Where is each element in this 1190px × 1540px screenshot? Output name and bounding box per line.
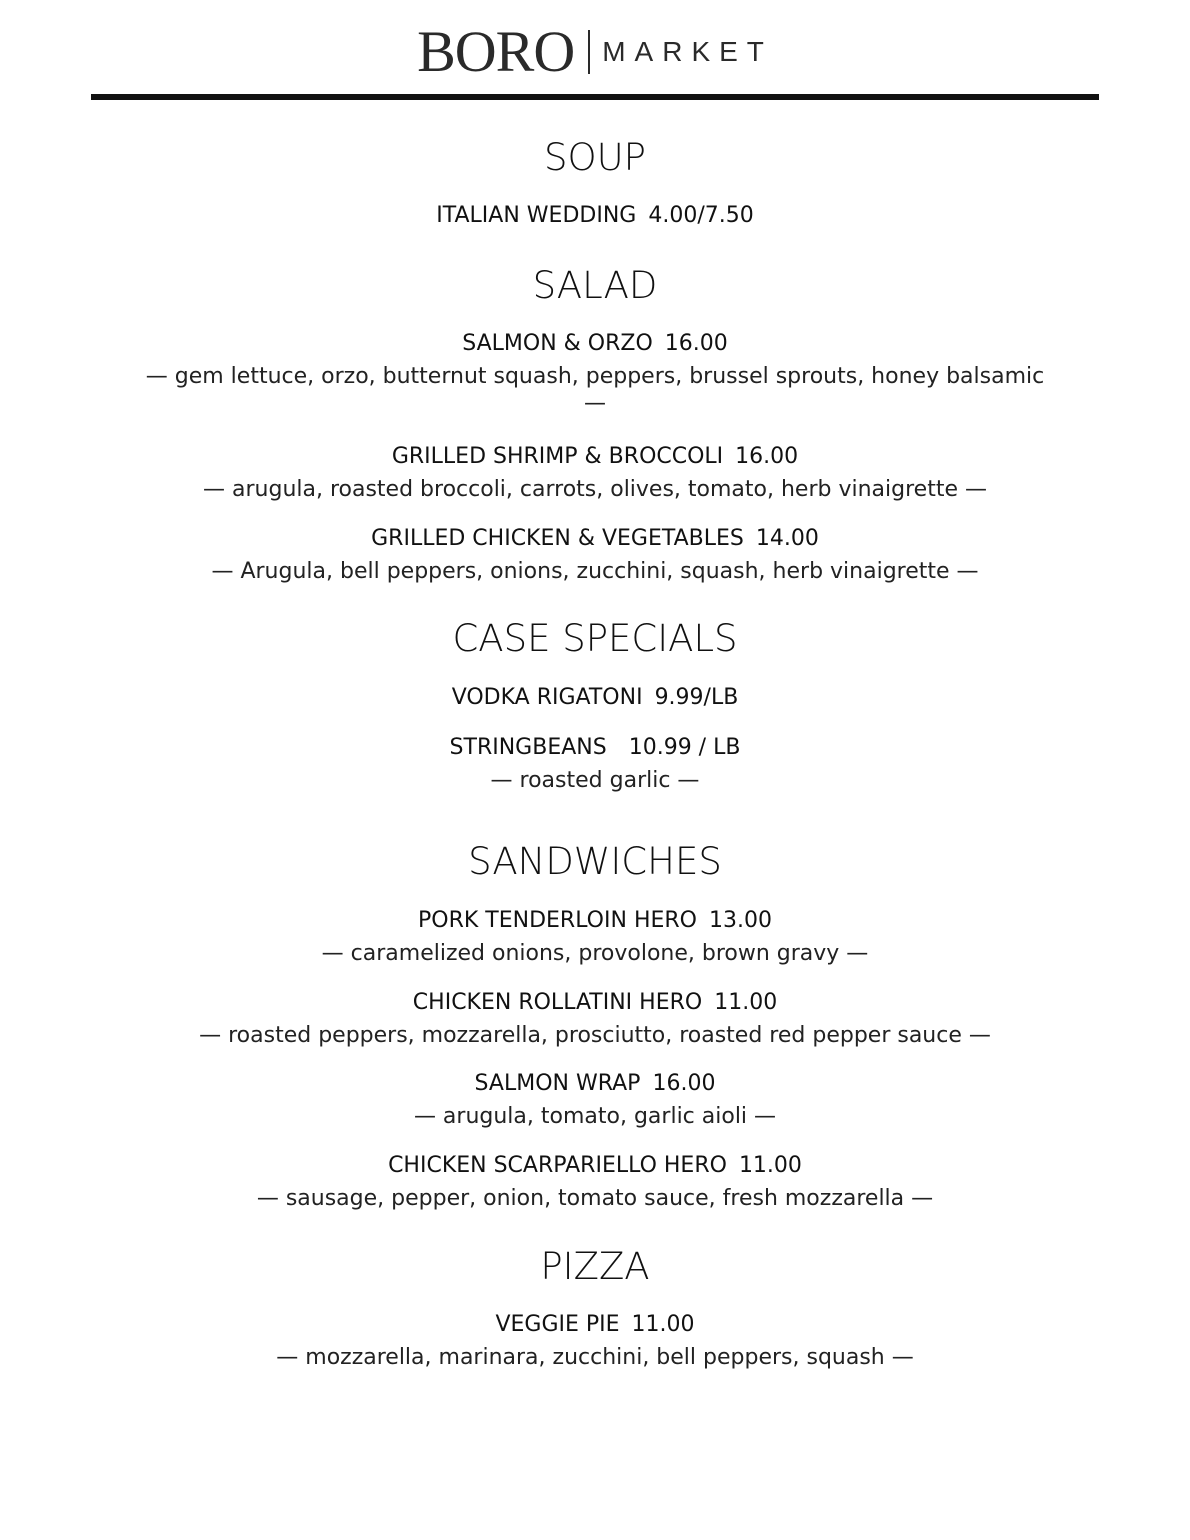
- menu-item: [0, 1310, 1190, 1340]
- section-title-sandwiches: SANDWICHES: [468, 840, 722, 883]
- item-description: — caramelized onions, provolone, brown gravy —: [321, 941, 869, 966]
- menu-item: [0, 733, 1190, 763]
- item-price: 4.00/7.50: [648, 203, 754, 228]
- section-title-case-specials: CASE SPECIALS: [452, 617, 738, 660]
- menu-item: [0, 524, 1190, 554]
- item-description-tail: —: [584, 391, 606, 416]
- item-name: VODKA RIGATONI: [451, 685, 643, 710]
- item-price: 16.00: [664, 331, 728, 356]
- item-description: — gem lettuce, orzo, butternut squash, peppers, brussel sprouts, honey balsamic: [145, 364, 1045, 389]
- item-price: 10.99 / LB: [628, 735, 741, 760]
- item-description: — mozzarella, marinara, zucchini, bell peppers, squash —: [276, 1345, 914, 1370]
- logo-boro: BORO: [417, 19, 575, 84]
- menu-item: [0, 683, 1190, 713]
- menu-item: [0, 1151, 1190, 1181]
- item-price: 14.00: [755, 526, 819, 551]
- item-name: SALMON & ORZO: [462, 331, 653, 356]
- item-description: — sausage, pepper, onion, tomato sauce, fresh mozzarella —: [256, 1186, 934, 1211]
- item-price: 9.99/LB: [654, 685, 739, 710]
- item-name: VEGGIE PIE: [495, 1312, 620, 1337]
- item-description: — arugula, roasted broccoli, carrots, olives, tomato, herb vinaigrette —: [203, 477, 987, 502]
- item-name: CHICKEN ROLLATINI HERO: [412, 990, 703, 1015]
- item-description: — Arugula, bell peppers, onions, zucchini, squash, herb vinaigrette —: [211, 559, 979, 584]
- logo-market: MARKET: [602, 36, 773, 67]
- item-description: — arugula, tomato, garlic aioli —: [413, 1104, 777, 1129]
- menu-item: [0, 201, 1190, 231]
- section-title-pizza: PIZZA: [540, 1245, 650, 1288]
- item-name: ITALIAN WEDDING: [436, 203, 637, 228]
- menu-item: [0, 1069, 1190, 1099]
- item-price: 11.00: [631, 1312, 695, 1337]
- item-price: 11.00: [714, 990, 778, 1015]
- menu-item: [0, 988, 1190, 1018]
- menu-item: [0, 442, 1190, 472]
- item-name: PORK TENDERLOIN HERO: [418, 908, 697, 933]
- section-title-soup: SOUP: [543, 136, 646, 179]
- item-name: CHICKEN SCARPARIELLO HERO: [388, 1153, 727, 1178]
- menu-item: [0, 329, 1190, 359]
- item-price: 11.00: [738, 1153, 802, 1178]
- item-price: 16.00: [652, 1071, 716, 1096]
- logo: [0, 19, 1190, 84]
- section-title-salad: SALAD: [532, 264, 658, 307]
- header-rule: [91, 94, 1099, 100]
- item-description: — roasted garlic —: [490, 768, 700, 793]
- item-name: GRILLED CHICKEN & VEGETABLES: [371, 526, 744, 551]
- item-description: — roasted peppers, mozzarella, prosciutto, roasted red pepper sauce —: [199, 1023, 991, 1048]
- logo-divider: [588, 30, 590, 74]
- item-name: GRILLED SHRIMP & BROCCOLI: [391, 444, 724, 469]
- menu-item: [0, 906, 1190, 936]
- item-name: STRINGBEANS: [449, 735, 607, 760]
- item-price: 16.00: [735, 444, 799, 469]
- item-price: 13.00: [709, 908, 772, 933]
- item-name: SALMON WRAP: [474, 1071, 641, 1096]
